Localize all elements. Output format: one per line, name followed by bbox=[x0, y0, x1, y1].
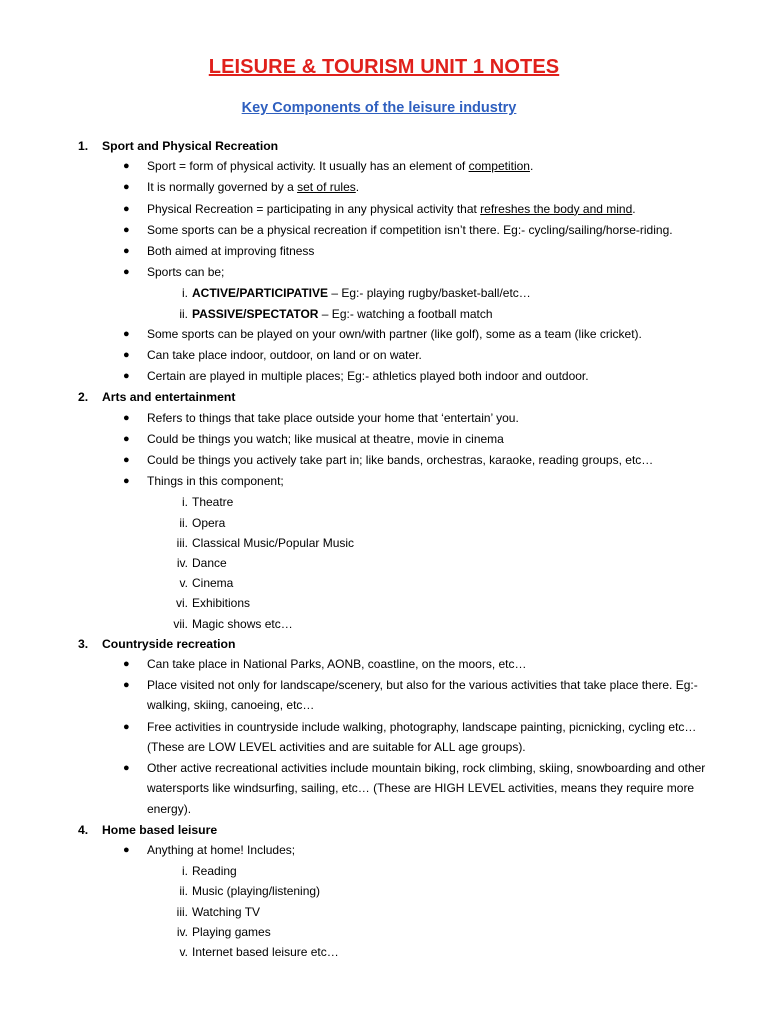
sub-item-number: iv. bbox=[176, 556, 188, 571]
bullet-item bbox=[123, 262, 718, 282]
bullet-text: Other active recreational activities include mountain biking, rock climbing, skiing, snowboarding and other watersports like windsurfing, sailing, etc… (These are HIGH LEVEL activities, means they require more energy). bbox=[147, 761, 706, 816]
underlined-text: refreshes the body and mind bbox=[480, 201, 633, 216]
sub-item-number: iv. bbox=[176, 924, 188, 939]
bullet-item bbox=[123, 471, 718, 491]
bullet-text: Could be things you watch; like musical at theatre, movie in cinema bbox=[147, 431, 504, 446]
sub-item-text: – Eg:- watching a football match bbox=[318, 306, 493, 321]
bullet-text: Can take place in National Parks, AONB, coastline, on the moors, etc… bbox=[147, 657, 527, 672]
bullet-text: Both aimed at improving fitness bbox=[147, 244, 315, 259]
section-number: 1. bbox=[78, 139, 89, 153]
sub-item-text: Exhibitions bbox=[192, 596, 251, 611]
bullet-text: Free activities in countryside include walking, photography, landscape painting, picnicking, cycling etc… (These are LOW LEVEL activities and are suitable for ALL age groups). bbox=[147, 719, 697, 754]
sub-item bbox=[162, 942, 718, 962]
sub-item bbox=[162, 922, 718, 942]
sub-item bbox=[162, 304, 718, 324]
sub-item-number: vii. bbox=[173, 616, 188, 631]
bullet-text: . bbox=[355, 180, 360, 195]
bullet-text: Some sports can be a physical recreation if competition isn’t there. Eg:- cycling/sailing/horse-riding. bbox=[147, 222, 673, 237]
sub-item-number: iii. bbox=[176, 904, 188, 919]
sub-item bbox=[162, 593, 718, 613]
bullet-text: Sports can be; bbox=[147, 265, 225, 280]
sub-item-number: ii. bbox=[179, 515, 188, 530]
bold-text: PASSIVE/SPECTATOR bbox=[192, 306, 319, 321]
bullet-item bbox=[123, 429, 718, 449]
page-title: LEISURE & TOURISM UNIT 1 NOTES bbox=[208, 56, 560, 78]
sub-item bbox=[162, 881, 718, 901]
sub-item bbox=[162, 861, 718, 881]
bullet-icon: ● bbox=[123, 658, 130, 671]
sub-item bbox=[162, 492, 718, 512]
sub-item-text: Classical Music/Popular Music bbox=[192, 535, 355, 550]
bullet-text: . bbox=[632, 201, 636, 216]
sub-item bbox=[162, 614, 718, 634]
sub-item-number: i. bbox=[182, 286, 188, 301]
bullet-item bbox=[123, 156, 718, 176]
section-heading bbox=[78, 136, 718, 156]
bullet-icon: ● bbox=[123, 720, 130, 733]
bullet-item bbox=[123, 717, 718, 757]
sub-item bbox=[162, 283, 718, 303]
bullet-text: Can take place indoor, outdoor, on land or on water. bbox=[147, 348, 422, 363]
notes-content bbox=[78, 136, 718, 962]
bullet-icon: ● bbox=[123, 266, 130, 279]
bullet-item bbox=[123, 366, 718, 386]
bullet-item bbox=[123, 324, 718, 344]
bullet-text: Some sports can be played on your own/with partner (like golf), some as a team (like cricket). bbox=[147, 326, 642, 341]
bullet-text: Refers to things that take place outside your home that ‘entertain’ you. bbox=[147, 410, 519, 425]
sub-item bbox=[162, 573, 718, 593]
sub-item bbox=[162, 902, 718, 922]
bullet-icon: ● bbox=[123, 327, 130, 340]
sub-item bbox=[162, 533, 718, 553]
bullet-text: . bbox=[529, 159, 534, 174]
bullet-icon: ● bbox=[123, 202, 130, 215]
underlined-text: competition bbox=[468, 159, 530, 174]
bullet-icon: ● bbox=[123, 223, 130, 236]
bullet-item bbox=[123, 450, 718, 470]
section-number: 2. bbox=[78, 390, 89, 405]
bullet-item bbox=[123, 408, 718, 428]
bullet-text: Place visited not only for landscape/scenery, but also for the various activities that take place there. Eg:- walking, skiing, canoeing, etc… bbox=[147, 678, 698, 713]
bullet-icon: ● bbox=[123, 411, 130, 424]
bullet-icon: ● bbox=[123, 181, 130, 194]
bullet-item bbox=[123, 758, 718, 819]
underlined-text: set of rules bbox=[297, 180, 356, 195]
sub-item-text: Magic shows etc… bbox=[192, 616, 293, 631]
bullet-icon: ● bbox=[123, 370, 130, 383]
bullet-icon: ● bbox=[123, 349, 130, 362]
section-title: Home based leisure bbox=[102, 822, 218, 837]
page-subtitle: Key Components of the leisure industry bbox=[241, 100, 517, 116]
section-heading bbox=[78, 634, 718, 654]
bullet-text: Certain are played in multiple places; Eg:- athletics played both indoor and outdoor. bbox=[147, 369, 589, 384]
section-heading bbox=[78, 387, 718, 407]
sub-item-text: – Eg:- playing rugby/basket-ball/etc… bbox=[328, 286, 531, 301]
sub-item-text: Music (playing/listening) bbox=[192, 884, 321, 899]
sub-item-text: Watching TV bbox=[192, 904, 261, 919]
bullet-item bbox=[123, 654, 718, 674]
sub-item-number: ii. bbox=[179, 306, 188, 321]
section-title: Arts and entertainment bbox=[102, 390, 236, 405]
bullet-text: It is normally governed by a bbox=[147, 180, 298, 195]
bullet-icon: ● bbox=[123, 432, 130, 445]
sub-item bbox=[162, 553, 718, 573]
bullet-icon: ● bbox=[123, 454, 130, 467]
bullet-item bbox=[123, 220, 718, 240]
bullet-icon: ● bbox=[123, 160, 130, 173]
sub-item-text: Cinema bbox=[192, 576, 234, 591]
bold-text: ACTIVE/PARTICIPATIVE bbox=[192, 286, 329, 301]
bullet-icon: ● bbox=[123, 762, 130, 775]
bullet-item bbox=[123, 199, 718, 219]
bullet-text: Sport = form of physical activity. It usually has an element of bbox=[147, 159, 469, 174]
sub-item-number: vi. bbox=[176, 596, 188, 611]
sub-item-text: Playing games bbox=[192, 924, 271, 939]
bullet-icon: ● bbox=[123, 679, 130, 692]
sub-item-number: ii. bbox=[179, 884, 188, 899]
bullet-text: Physical Recreation = participating in any physical activity that bbox=[147, 201, 481, 216]
sub-item-number: i. bbox=[182, 495, 188, 510]
sub-item-text: Dance bbox=[192, 556, 227, 571]
sub-item bbox=[162, 513, 718, 533]
sub-item-text: Reading bbox=[192, 864, 237, 879]
bullet-icon: ● bbox=[123, 475, 130, 488]
section-number: 4. bbox=[78, 822, 89, 837]
sub-item-text: Opera bbox=[192, 515, 226, 530]
bullet-item bbox=[123, 177, 718, 197]
sub-item-number: i. bbox=[182, 864, 188, 879]
sub-item-text: Theatre bbox=[192, 495, 234, 510]
sub-item-text: Internet based leisure etc… bbox=[192, 944, 339, 959]
sub-item-number: iii. bbox=[176, 535, 188, 550]
section-heading bbox=[78, 820, 718, 840]
bullet-text: Things in this component; bbox=[147, 474, 284, 489]
bullet-item bbox=[123, 675, 718, 715]
bullet-text: Could be things you actively take part in; like bands, orchestras, karaoke, reading groups, etc… bbox=[147, 453, 654, 468]
bullet-text: Anything at home! Includes; bbox=[147, 842, 296, 857]
bullet-item bbox=[123, 241, 718, 261]
bullet-item bbox=[123, 345, 718, 365]
bullet-icon: ● bbox=[123, 245, 130, 258]
section-title: Sport and Physical Recreation bbox=[102, 139, 279, 153]
section-title: Countryside recreation bbox=[102, 636, 236, 651]
section-number: 3. bbox=[78, 636, 89, 651]
sub-item-number: v. bbox=[179, 944, 188, 959]
bullet-item bbox=[123, 840, 718, 860]
bullet-icon: ● bbox=[123, 843, 130, 856]
sub-item-number: v. bbox=[179, 576, 188, 591]
